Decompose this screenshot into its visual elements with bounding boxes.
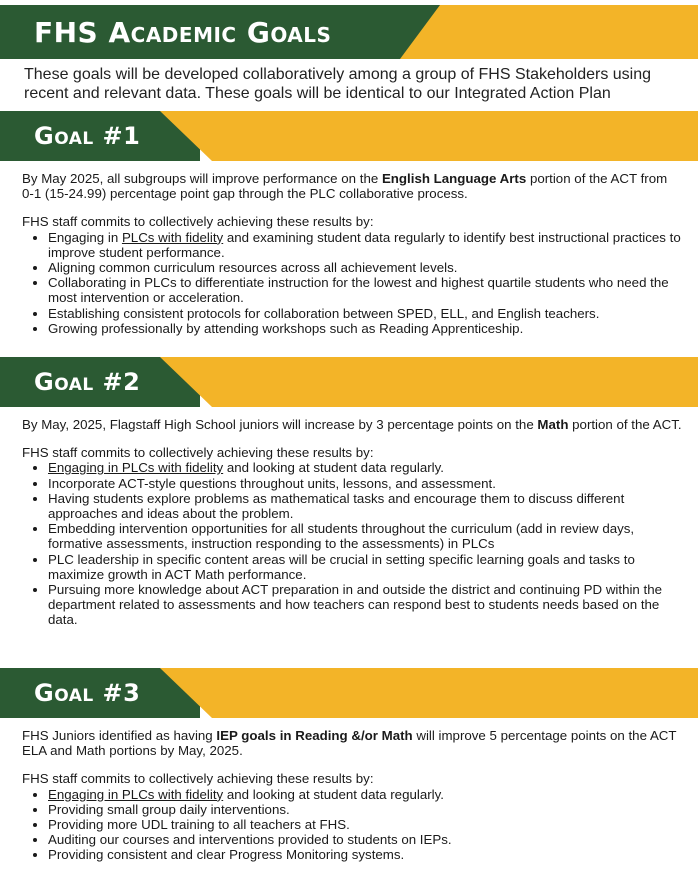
- main-title-banner: [0, 5, 698, 59]
- goal-2-banner: [0, 357, 698, 407]
- list-item: • Auditing our courses and interventions provided to students on IEPs.: [48, 832, 682, 847]
- goal-1-commit: FHS staff commits to collectively achieving these results by:: [22, 214, 374, 230]
- list-item: • Aligning common curriculum resources across all achievement levels.: [48, 260, 682, 275]
- list-item: • Collaborating in PLCs to differentiate instruction for the lowest and highest quartile students who need the most intervention or acceleration.: [48, 275, 682, 305]
- goal-2-title: Goal #2: [34, 368, 141, 396]
- list-item: • Having students explore problems as mathematical tasks and encourage them to discuss different approaches and ideas about the problem.: [48, 491, 682, 521]
- page-title: FHS Academic Goals: [34, 15, 332, 49]
- goal-1-section: [0, 111, 698, 357]
- goal-2-section: [0, 357, 698, 668]
- goal-3-bullets: [22, 787, 682, 863]
- list-item: • Providing more UDL training to all teachers at FHS.: [48, 817, 682, 832]
- goal-3-statement: FHS Juniors identified as having IEP goals in Reading &/or Math will improve 5 percentage points on the ACT ELA and Math portions by May, 2025.: [22, 728, 677, 759]
- goal-1-body: [0, 161, 698, 336]
- list-item: • Growing professionally by attending workshops such as Reading Apprenticeship.: [48, 321, 682, 336]
- plc-fidelity-link[interactable]: Engaging in PLCs with fidelity: [48, 786, 224, 802]
- list-item: • PLC leadership in specific content areas will be crucial in setting specific learning goals and tasks to maximize growth in ACT Math performance.: [48, 552, 682, 582]
- list-item: • Embedding intervention opportunities for all students throughout the curriculum (add in review days, formative assessments, instruction responding to the assessments) in PLCs: [48, 521, 682, 551]
- list-item: • Engaging in PLCs with fidelity and looking at student data regularly.: [48, 460, 682, 475]
- list-item: • Engaging in PLCs with fidelity and looking at student data regularly.: [48, 787, 682, 802]
- goal-2-statement: By May, 2025, Flagstaff High School juniors will increase by 3 percentage points on the Math portion of the ACT.: [22, 417, 682, 432]
- goal-2-commit: FHS staff commits to collectively achieving these results by:: [22, 445, 374, 461]
- plc-fidelity-link[interactable]: PLCs with fidelity: [121, 229, 224, 245]
- intro-text: These goals will be developed collaboratively among a group of FHS Stakeholders using recent and relevant data. These goals will be identical to our Integrated Action Plan: [24, 66, 652, 102]
- list-item: • Engaging in PLCs with fidelity and examining student data regularly to identify best instructional practices to improve student performance.: [48, 230, 682, 260]
- goal-1-bullets: [22, 230, 682, 336]
- list-item: • Pursuing more knowledge about ACT preparation in and outside the district and continuing PD within the department related to assessments and how teachers can respond best to students needs based on the data.: [48, 582, 682, 628]
- goal-1-title: Goal #1: [34, 122, 141, 150]
- goal-3-commit: FHS staff commits to collectively achieving these results by:: [22, 771, 374, 787]
- goal-3-banner: [0, 668, 698, 718]
- list-item: • Providing consistent and clear Progress Monitoring systems.: [48, 847, 682, 862]
- goal-3-section: [0, 668, 698, 863]
- goal-3-body: [0, 718, 698, 863]
- list-item: • Providing small group daily interventions.: [48, 802, 682, 817]
- goal-3-title: Goal #3: [34, 679, 141, 707]
- list-item: • Establishing consistent protocols for collaboration between SPED, ELL, and English teachers.: [48, 306, 682, 321]
- goal-2-body: [0, 407, 698, 628]
- goal-1-statement: By May 2025, all subgroups will improve performance on the English Language Arts portion of the ACT from 0-1 (15-24.99) percentage point gap through the PLC collaborative process.: [22, 171, 668, 202]
- plc-fidelity-link[interactable]: Engaging in PLCs with fidelity: [48, 460, 224, 476]
- list-item: • Incorporate ACT-style questions throughout units, lessons, and assessment.: [48, 476, 682, 491]
- goal-1-banner: [0, 111, 698, 161]
- goal-2-bullets: [22, 460, 682, 627]
